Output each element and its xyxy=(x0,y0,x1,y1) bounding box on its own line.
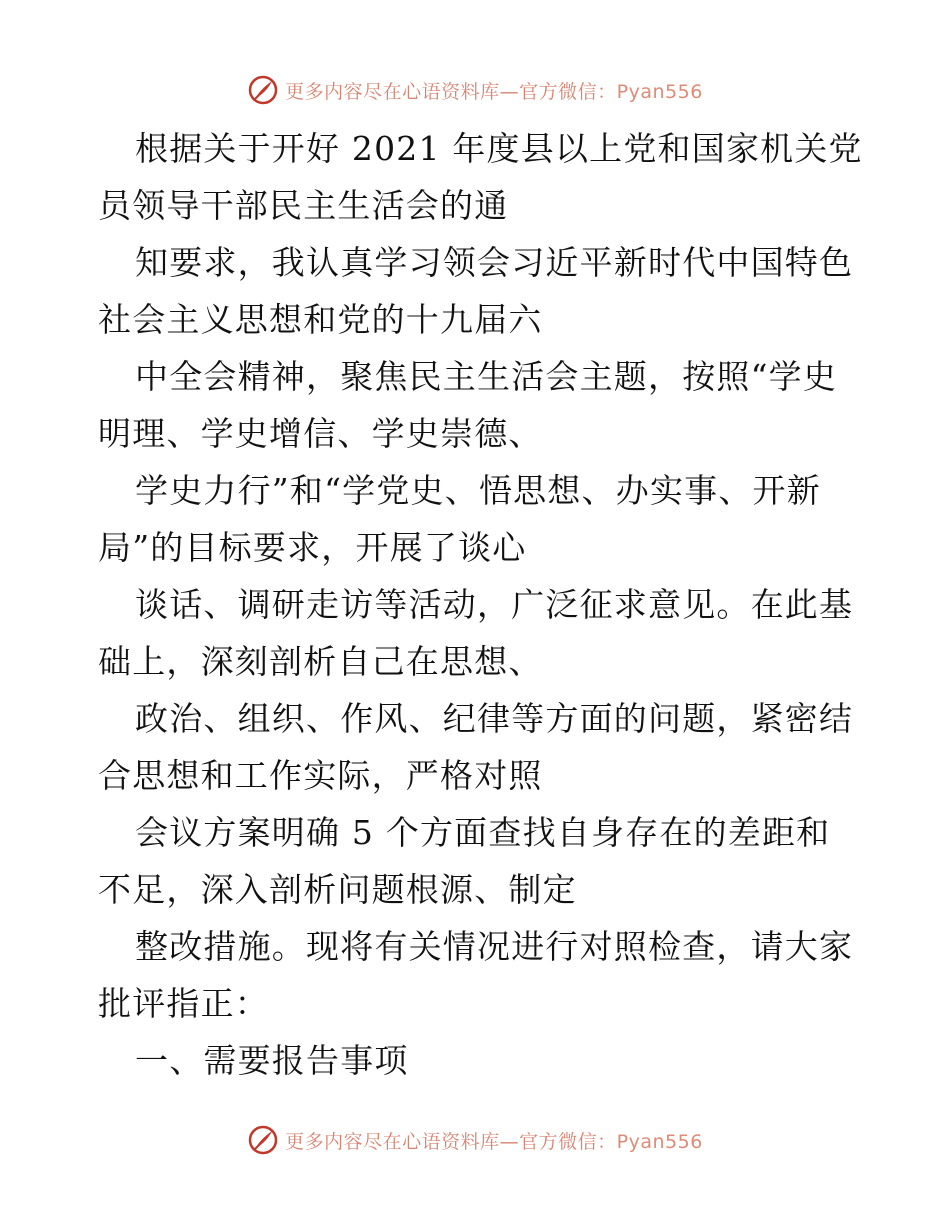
paragraph-line: 会议方案明确 5 个方面查找自身存在的差距和 xyxy=(135,813,831,852)
paragraph-line: 社会主义思想和党的十九届六 xyxy=(98,300,543,339)
banner-wechat-id: Pyan556 xyxy=(616,80,703,103)
paragraph-line: 谈话、调研走访等活动，广泛征求意见。在此基 xyxy=(135,585,854,624)
paragraph-line: 不足，深入剖析问题根源、制定 xyxy=(98,870,577,909)
paragraph-line: 知要求，我认真学习领会习近平新时代中国特色 xyxy=(135,243,854,282)
section-heading: 一、需要报告事项 xyxy=(135,1041,409,1080)
paragraph-line: 局”的目标要求，开展了谈心 xyxy=(98,528,527,567)
banner-label: 更多内容尽在心语资料库—官方微信： xyxy=(285,1130,617,1153)
banner-text xyxy=(285,1127,703,1154)
paragraph-line: 学史力行”和“学党史、悟思想、办实事、开新 xyxy=(135,471,821,510)
feather-logo-icon xyxy=(247,1124,279,1156)
paragraph-line: 中全会精神，聚焦民主生活会主题，按照“学史 xyxy=(135,357,838,396)
paragraph-line: 整改措施。现将有关情况进行对照检查，请大家 xyxy=(135,927,854,966)
paragraph-line: 础上，深刻剖析自己在思想、 xyxy=(98,642,543,681)
feather-logo-icon xyxy=(247,74,279,106)
document-body xyxy=(98,120,863,1089)
paragraph-line: 政治、组织、作风、纪律等方面的问题，紧密结 xyxy=(135,699,854,738)
banner-label: 更多内容尽在心语资料库—官方微信： xyxy=(285,80,617,103)
paragraph-line: 员领导干部民主生活会的通 xyxy=(98,186,509,225)
banner-text xyxy=(285,77,703,104)
header-banner xyxy=(0,70,950,110)
paragraph-line: 合思想和工作实际，严格对照 xyxy=(98,756,543,795)
paragraph-line: 根据关于开好 2021 年度县以上党和国家机关党 xyxy=(135,129,863,168)
banner-wechat-id: Pyan556 xyxy=(616,1130,703,1153)
paragraph-line: 批评指正： xyxy=(98,984,269,1023)
footer-banner xyxy=(0,1120,950,1160)
paragraph-line: 明理、学史增信、学史崇德、 xyxy=(98,414,543,453)
